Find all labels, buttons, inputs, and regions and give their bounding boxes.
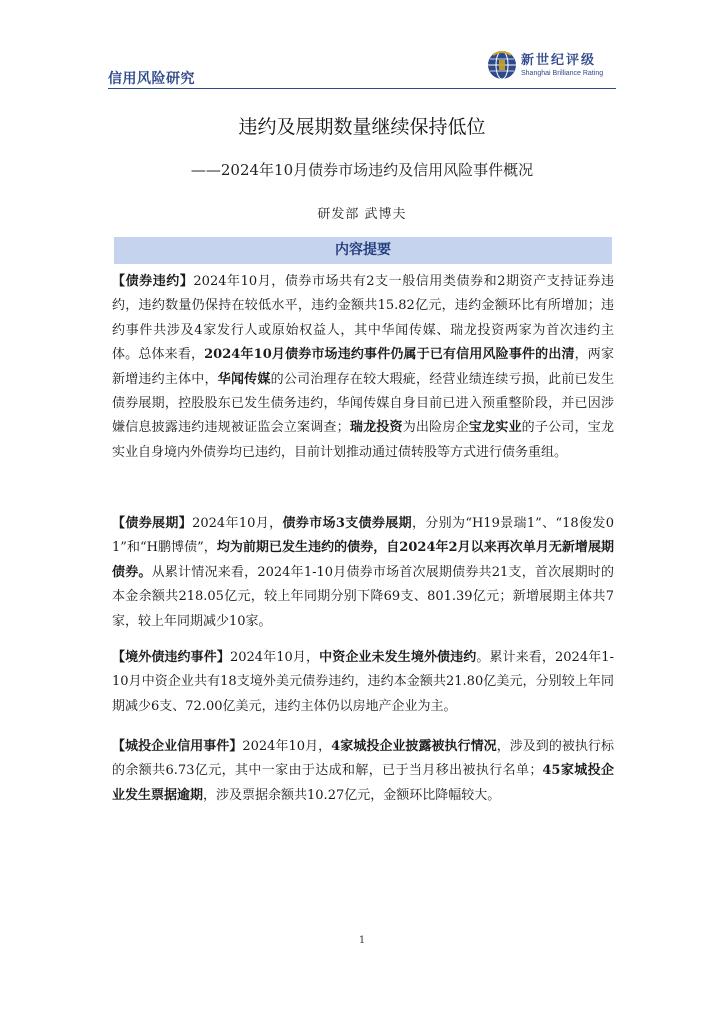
report-title: 违约及展期数量继续保持低位: [238, 116, 486, 138]
globe-logo-icon: [487, 50, 517, 80]
logo-chinese-name: 新世纪评级: [521, 52, 597, 68]
text-run: 2024年10月，债券市场共有2支一般信用类债券和2期资产支持证券违约，违约数量仍保持在较低水平，违约金额共15.82亿元，违约金额环比有所增加；违约事件共涉及4家发行人或原始权益人，其中华闻传媒、瑞龙投资两家为首次违约主体。总体来看，: [112, 274, 614, 363]
bold-run: 中资企业未发生境外债违约: [319, 650, 477, 665]
section-label: 信用风险研究: [108, 71, 195, 87]
bold-run: 瑞龙投资: [349, 420, 403, 436]
paragraph-bond-default: [112, 270, 614, 465]
text-run: 为出险房企: [402, 420, 469, 436]
bold-run: 【债券展期】: [112, 516, 193, 531]
text-run: 。累计来看，2024年1-10月中资企业共有18支境外美元债券违约，违约本金额共21.80亿美元，分别较上年同期减少6支、72.00亿美元，违约主体仍以房地产企业为主。: [112, 650, 614, 714]
text-run: 2024年10月，: [192, 516, 283, 531]
text-run: 的公司治理存在较大瑕疵，经营业绩连续亏损，此前已发生债券展期，控股股东已发生债务违约，华闻传媒自身目前已进入预重整阶段，并已因涉嫌信息披露违约违规被证监会立案调查；: [112, 371, 614, 436]
text-run: ，两家新增违约主体中，: [112, 347, 614, 387]
text-run: 2024年10月，: [229, 650, 320, 665]
paragraph-lgfv-credit-events: [112, 735, 614, 808]
bold-run: 【境外债违约事件】: [112, 650, 230, 665]
page-number: 1: [358, 935, 366, 946]
text-run: 从累计情况来看，2024年1-10月债券市场首次展期债券共21支，首次展期时的本金余额共218.05亿元，较上年同期分别下降69支、801.39亿元；新增展期主体共7家，较上年同期减少10家。: [112, 564, 614, 629]
text-run: 的子公司，宝龙实业自身境内外债券均已违约，目前计划推动通过债转股等方式进行债务重组。: [112, 420, 614, 460]
bold-run: 宝龙实业: [468, 420, 522, 436]
author-line: 研发部 武博夫: [317, 207, 407, 222]
paragraph-offshore-default: [112, 646, 614, 719]
brand-logo: [487, 50, 603, 80]
text-run: ，分别为“H19景瑞1”、“18俊发01”和“H鹏博债”，: [112, 516, 614, 556]
text-run: ，涉及到的被执行标的余额共6.73亿元，其中一家由于达成和解，已于当月移出被执行名单；: [112, 739, 614, 779]
bold-run: 2024年10月债券市场违约事件仍属于已有信用风险事件的出清: [204, 347, 575, 363]
bold-run: 华闻传媒: [217, 371, 271, 387]
bold-run: 均为前期已发生违约的债券，自2024年2月以来再次单月无新增展期债券。: [112, 540, 615, 580]
text-run: ，涉及票据余额共10.27亿元，金额环比降幅较大。: [203, 787, 501, 803]
summary-heading: 内容提要: [114, 237, 612, 264]
bold-run: 债券市场3支债券展期: [282, 516, 412, 531]
text-run: 2024年10月，: [242, 739, 332, 754]
report-subtitle: ——2024年10月债券市场违约及信用风险事件概况: [190, 161, 534, 179]
header-divider: [108, 88, 616, 89]
bold-run: 【城投企业信用事件】: [112, 739, 243, 754]
bold-run: 【债券违约】: [112, 274, 194, 289]
bold-run: 4家城投企业披露被执行情况: [331, 739, 497, 754]
bold-run: 45家城投企业发生票据逾期: [112, 763, 614, 803]
paragraph-bond-extension: [112, 512, 614, 634]
logo-english-name: Shanghai Brilliance Rating: [521, 69, 604, 77]
